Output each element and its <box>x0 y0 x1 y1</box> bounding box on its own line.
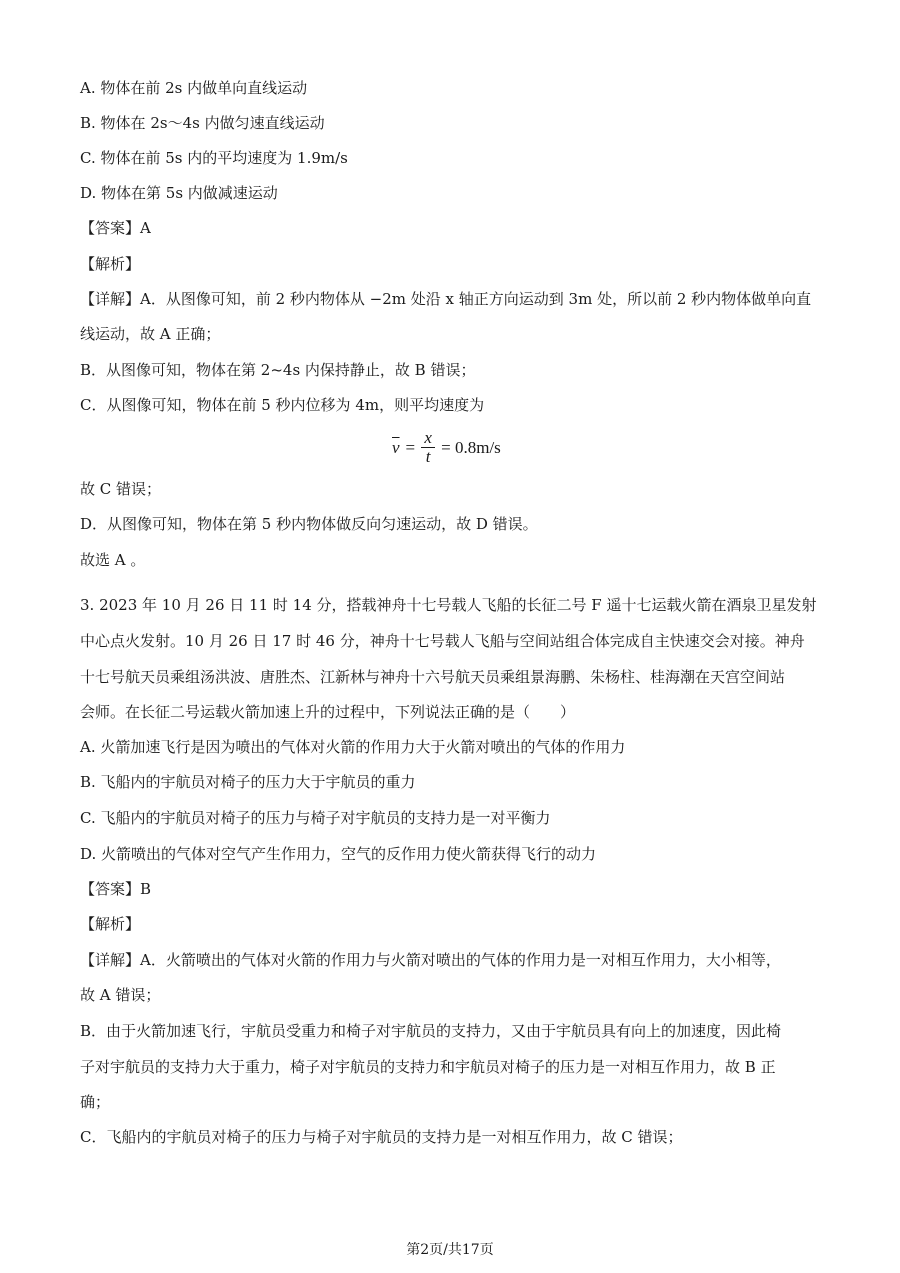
q3-detail-line: C．飞船内的宇航员对椅子的压力与椅子对宇航员的支持力是一对相互作用力，故 C 错误； <box>80 1128 683 1146</box>
q2-option-d: D. 物体在第 5s 内做减速运动 <box>80 184 278 202</box>
formula-v-bar: $\overline{v}$ <box>392 437 400 457</box>
q3-detail-line: B．由于火箭加速飞行，宇航员受重力和椅子对宇航员的支持力，又由于宇航员具有向上的加速度，因此椅 <box>80 1022 782 1040</box>
formula-fraction <box>421 429 435 466</box>
q2-detail-line: D．从图像可知，物体在第 5 秒内物体做反向匀速运动，故 D 错误。 <box>80 515 538 533</box>
q3-option-b: B. 飞船内的宇航员对椅子的压力大于宇航员的重力 <box>80 773 416 791</box>
formula-equals: = <box>405 437 416 457</box>
q2-option-b: B. 物体在 2s～4s 内做匀速直线运动 <box>80 114 325 132</box>
q3-answer: 【答案】B <box>80 880 152 898</box>
q2-conclusion: 故选 A 。 <box>80 551 146 569</box>
q2-detail-line: 线运动，故 A 正确； <box>80 325 221 343</box>
q3-stem-line: 中心点火发射。10 月 26 日 17 时 46 分，神舟十七号载人飞船与空间站组合体完成自主快速交会对接。神舟 <box>80 632 805 650</box>
q3-stem-line: 十七号航天员乘组汤洪波、唐胜杰、江新林与神舟十六号航天员乘组景海鹏、朱杨柱、桂海潮在天宫空间站 <box>80 668 786 686</box>
q3-detail-line: 确； <box>80 1093 111 1111</box>
q3-option-d: D. 火箭喷出的气体对空气产生作用力，空气的反作用力使火箭获得飞行的动力 <box>80 845 597 863</box>
page-number-footer: 第2页/共17页 <box>406 1242 494 1258</box>
q2-option-c: C. 物体在前 5s 内的平均速度为 1.9m/s <box>80 149 348 167</box>
q2-option-a: A. 物体在前 2s 内做单向直线运动 <box>80 79 308 97</box>
q3-detail-line: 故 A 错误； <box>80 986 161 1004</box>
q3-option-a: A. 火箭加速飞行是因为喷出的气体对火箭的作用力大于火箭对喷出的气体的作用力 <box>80 738 626 756</box>
q3-stem-line: 3. 2023 年 10 月 26 日 11 时 14 分，搭载神舟十七号载人飞船的长征二号 F 遥十七运载火箭在酒泉卫星发射 <box>80 596 817 614</box>
formula-denominator: t <box>425 447 431 466</box>
q2-detail-line: 故 C 错误； <box>80 480 162 498</box>
q3-stem-line: 会师。在长征二号运载火箭加速上升的过程中，下列说法正确的是（ ） <box>80 703 576 721</box>
formula-numerator: x <box>424 428 432 447</box>
average-velocity-formula <box>392 429 501 466</box>
q2-detail-line: B．从图像可知，物体在第 2~4s 内保持静止，故 B 错误； <box>80 361 476 379</box>
q2-detail-line: 【详解】A．从图像可知，前 2 秒内物体从 −2m 处沿 x 轴正方向运动到 3m 处，所以前 2 秒内物体做单向直 <box>80 290 812 308</box>
q2-analysis-heading: 【解析】 <box>80 255 141 273</box>
q3-option-c: C. 飞船内的宇航员对椅子的压力与椅子对宇航员的支持力是一对平衡力 <box>80 809 551 827</box>
q3-analysis-heading: 【解析】 <box>80 915 141 933</box>
q3-detail-line: 【详解】A．火箭喷出的气体对火箭的作用力与火箭对喷出的气体的作用力是一对相互作用力，大小相等， <box>80 951 781 969</box>
q3-detail-line: 子对宇航员的支持力大于重力，椅子对宇航员的支持力和宇航员对椅子的压力是一对相互作用力，故 B 正 <box>80 1058 776 1076</box>
q2-answer: 【答案】A <box>80 219 151 237</box>
formula-result: = 0.8m/s <box>441 437 501 457</box>
q2-detail-line: C．从图像可知，物体在前 5 秒内位移为 4m，则平均速度为 <box>80 396 485 414</box>
